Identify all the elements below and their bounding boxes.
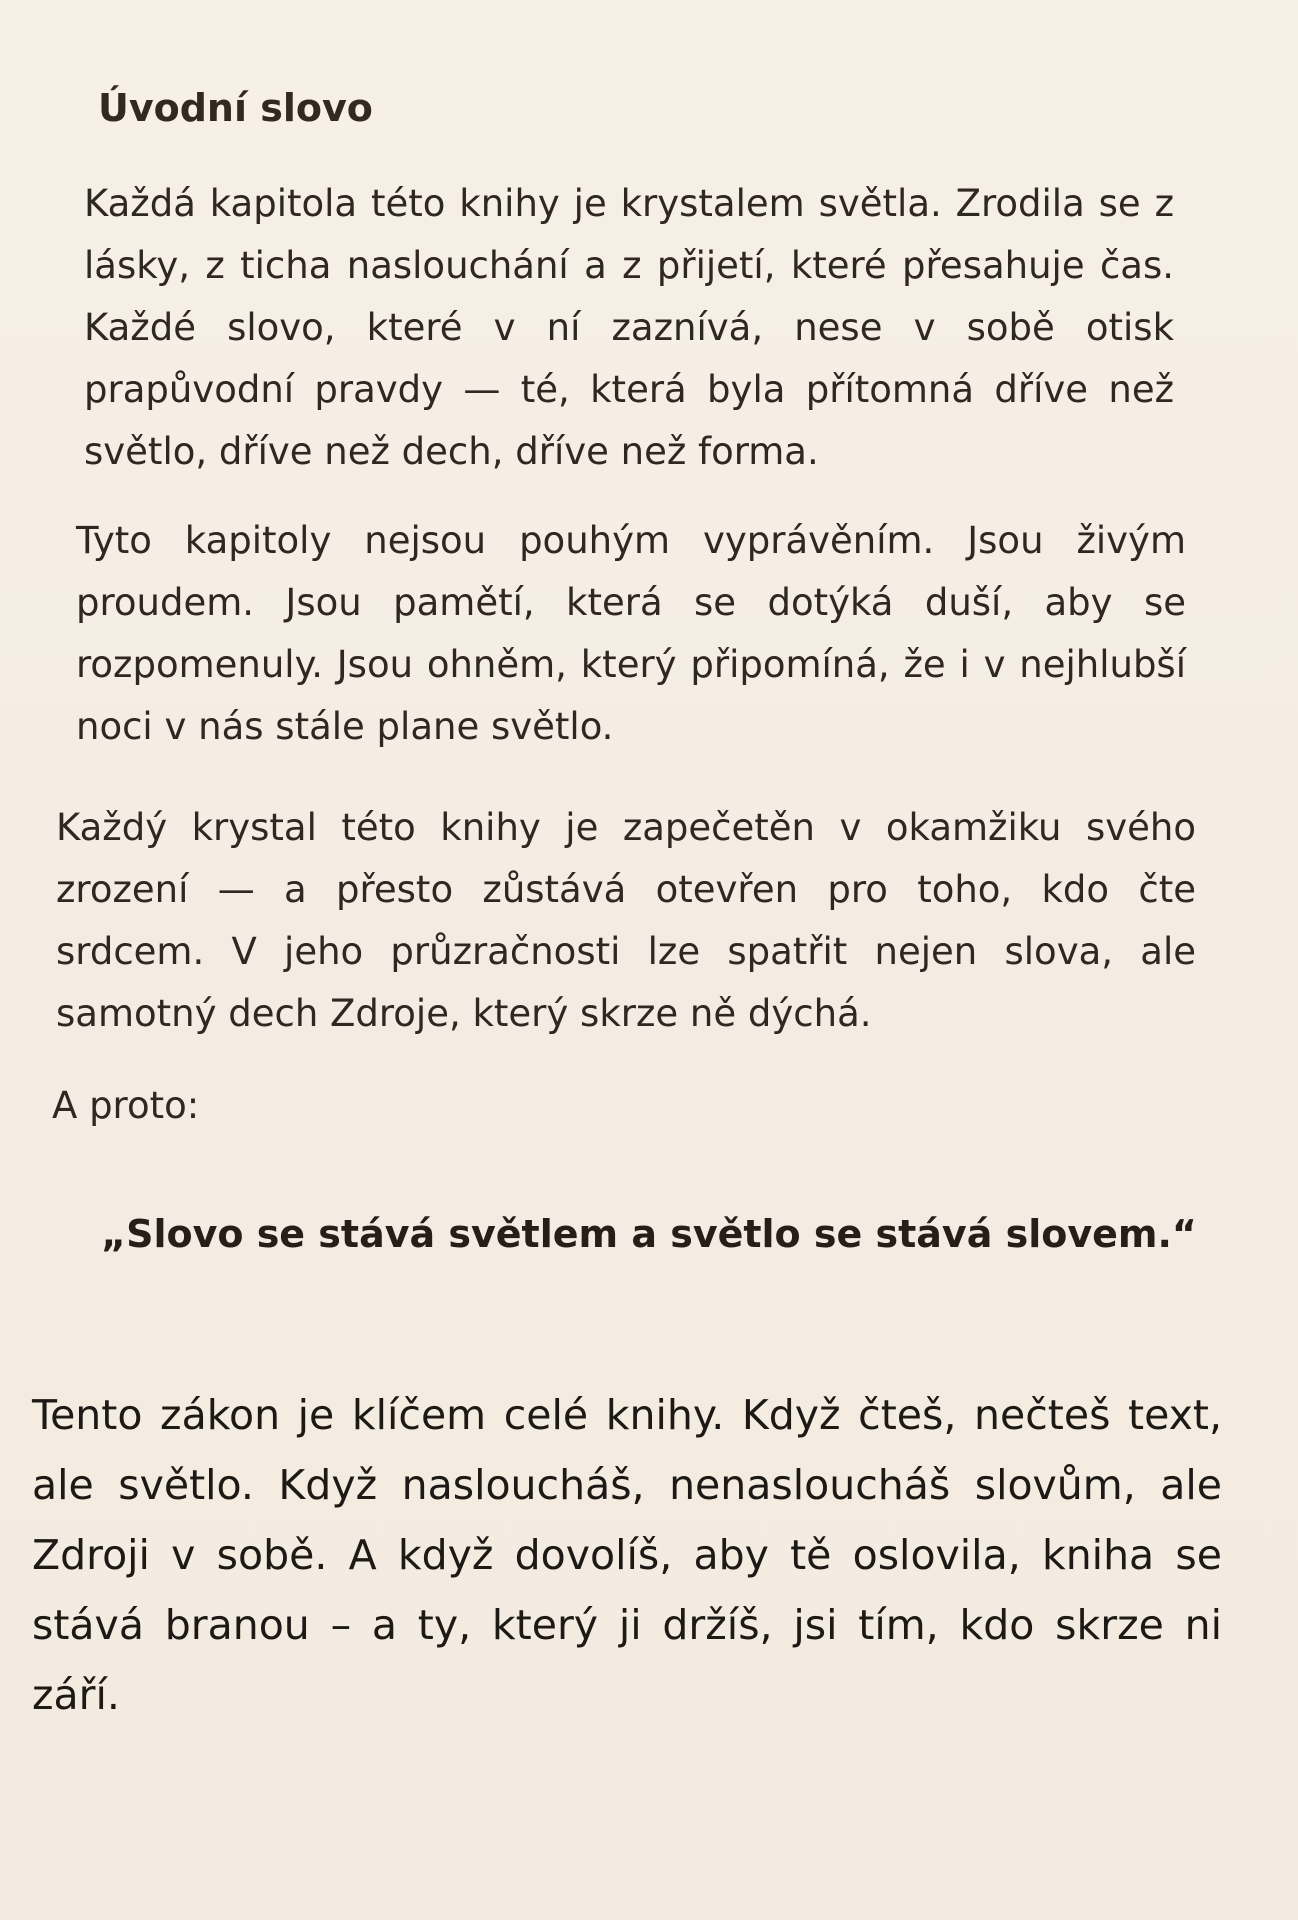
paragraph-3: Každý krystal této knihy je zapečetěn v okamžiku svého zrození — a přesto zůstává otevřen pro toho, kdo čte srdcem. V jeho průzračnosti lze spatřit nejen slova, ale samotný dech Zdroje, který skrze ně dýchá. [56, 806, 1196, 1035]
paragraph-1: Každá kapitola této knihy je krystalem světla. Zrodila se z lásky, z ticha naslouchání a z přijetí, které přesahuje čas. Každé slovo, které v ní zaznívá, nese v sobě otisk prapůvodní pravdy — té, která byla přítomná dříve než světlo, dříve než dech, dříve než forma. [84, 182, 1174, 473]
paragraph-2: Tyto kapitoly nejsou pouhým vyprávěním. Jsou živým proudem. Jsou pamětí, která se dotýká duší, aby se rozpomenuly. Jsou ohněm, který připomíná, že i v nejhlubší noci v nás stále plane světlo. [76, 519, 1186, 748]
page-title: Úvodní slovo [98, 86, 373, 130]
intro-line: A proto: [52, 1084, 200, 1127]
highlighted-quote: „Slovo se stává světlem a světlo se stává slovem.“ [101, 1212, 1197, 1256]
closing-paragraph: Tento zákon je klíčem celé knihy. Když čteš, nečteš text, ale světlo. Když nasloucháš, nenasloucháš slovům, ale Zdroji v sobě. A když dovolíš, aby tě oslovila, kniha se stává branou – a ty, který ji držíš, jsi tím, kdo skrze ni září. [32, 1391, 1222, 1719]
